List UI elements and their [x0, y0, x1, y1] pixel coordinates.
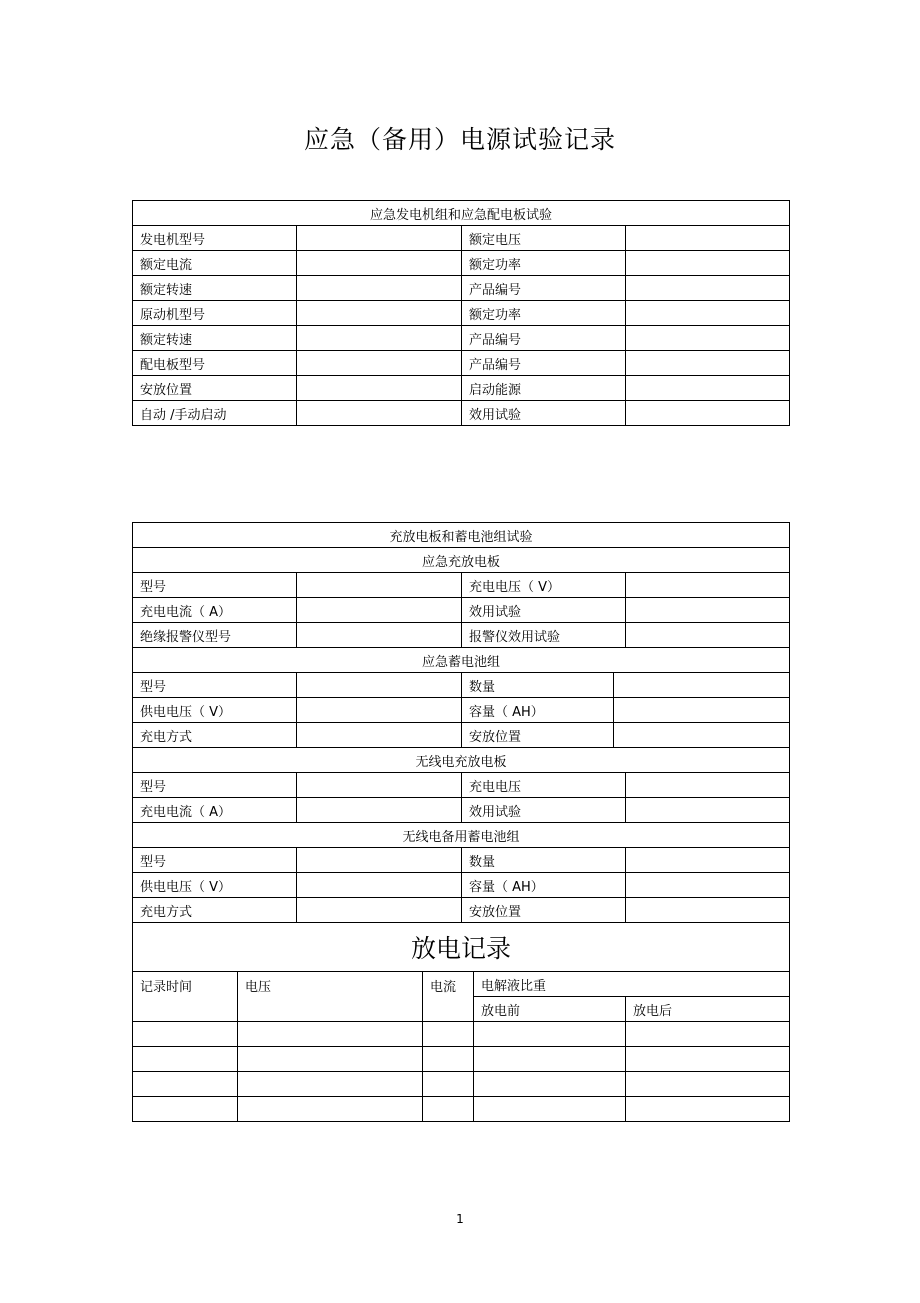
section-title: 无线电充放电板	[133, 748, 790, 773]
col-voltage: 电压	[238, 972, 423, 1022]
section-title: 应急充放电板	[133, 548, 790, 573]
table-row: 发电机型号 额定电压	[133, 226, 790, 251]
value-cell[interactable]	[297, 598, 462, 623]
value-cell[interactable]	[297, 623, 462, 648]
value-cell[interactable]	[626, 351, 790, 376]
value-cell[interactable]	[626, 226, 790, 251]
table-row: 额定电流 额定功率	[133, 251, 790, 276]
table-row	[133, 1097, 790, 1122]
value-cell[interactable]	[626, 573, 790, 598]
table-header: 应急发电机组和应急配电板试验	[133, 201, 790, 226]
value-cell[interactable]	[297, 773, 462, 798]
value-cell[interactable]	[297, 573, 462, 598]
value-cell[interactable]	[626, 326, 790, 351]
value-cell[interactable]	[626, 376, 790, 401]
table-row: 原动机型号 额定功率	[133, 301, 790, 326]
value-cell[interactable]	[297, 873, 462, 898]
col-current: 电流	[423, 972, 474, 1022]
table-row: 充电电流（ A） 效用试验	[133, 598, 790, 623]
value-cell[interactable]	[614, 673, 790, 698]
value-cell[interactable]	[297, 251, 462, 276]
value-cell[interactable]	[626, 251, 790, 276]
value-cell[interactable]	[297, 351, 462, 376]
value-cell[interactable]	[626, 623, 790, 648]
value-cell[interactable]	[626, 848, 790, 873]
table-row: 额定转速 产品编号	[133, 276, 790, 301]
value-cell[interactable]	[297, 401, 462, 426]
value-cell[interactable]	[626, 301, 790, 326]
value-cell[interactable]	[297, 898, 462, 923]
page-number: 1	[456, 1212, 464, 1226]
section-title: 无线电备用蓄电池组	[133, 823, 790, 848]
table-row: 型号 数量	[133, 848, 790, 873]
table-row: 配电板型号 产品编号	[133, 351, 790, 376]
table-row	[133, 1072, 790, 1097]
table-row: 型号 充电电压	[133, 773, 790, 798]
table-row: 额定转速 产品编号	[133, 326, 790, 351]
value-cell[interactable]	[297, 698, 462, 723]
col-electrolyte-gravity: 电解液比重	[474, 972, 790, 997]
table-row: 供电电压（ V） 容量（ AH）	[133, 698, 790, 723]
value-cell[interactable]	[297, 226, 462, 251]
value-cell[interactable]	[297, 301, 462, 326]
value-cell[interactable]	[626, 276, 790, 301]
table-row: 绝缘报警仪型号 报警仪效用试验	[133, 623, 790, 648]
table-row: 充电电流（ A） 效用试验	[133, 798, 790, 823]
value-cell[interactable]	[626, 598, 790, 623]
col-record-time: 记录时间	[133, 972, 238, 1022]
col-before-discharge: 放电前	[474, 997, 626, 1022]
table-row	[133, 1047, 790, 1072]
value-cell[interactable]	[626, 898, 790, 923]
table-header: 充放电板和蓄电池组试验	[133, 523, 790, 548]
table-row: 型号 数量	[133, 673, 790, 698]
value-cell[interactable]	[626, 401, 790, 426]
table-row: 安放位置 启动能源	[133, 376, 790, 401]
table-row: 供电电压（ V） 容量（ AH）	[133, 873, 790, 898]
value-cell[interactable]	[297, 326, 462, 351]
table-row: 型号 充电电压（ V）	[133, 573, 790, 598]
battery-test-table	[132, 522, 790, 1122]
value-cell[interactable]	[297, 848, 462, 873]
table-row	[133, 1022, 790, 1047]
value-cell[interactable]	[626, 798, 790, 823]
discharge-record-title: 放电记录	[133, 923, 790, 972]
value-cell[interactable]	[614, 698, 790, 723]
table-row: 充电方式 安放位置	[133, 898, 790, 923]
section-title: 应急蓄电池组	[133, 648, 790, 673]
value-cell[interactable]	[297, 376, 462, 401]
value-cell[interactable]	[297, 673, 462, 698]
table-row: 充电方式 安放位置	[133, 723, 790, 748]
value-cell[interactable]	[626, 773, 790, 798]
col-after-discharge: 放电后	[626, 997, 790, 1022]
value-cell[interactable]	[297, 276, 462, 301]
value-cell[interactable]	[297, 723, 462, 748]
value-cell[interactable]	[626, 873, 790, 898]
value-cell[interactable]	[297, 798, 462, 823]
table-row: 自动 /手动启动 效用试验	[133, 401, 790, 426]
value-cell[interactable]	[614, 723, 790, 748]
generator-test-table	[132, 200, 790, 426]
page-title: 应急（备用）电源试验记录	[303, 125, 616, 154]
